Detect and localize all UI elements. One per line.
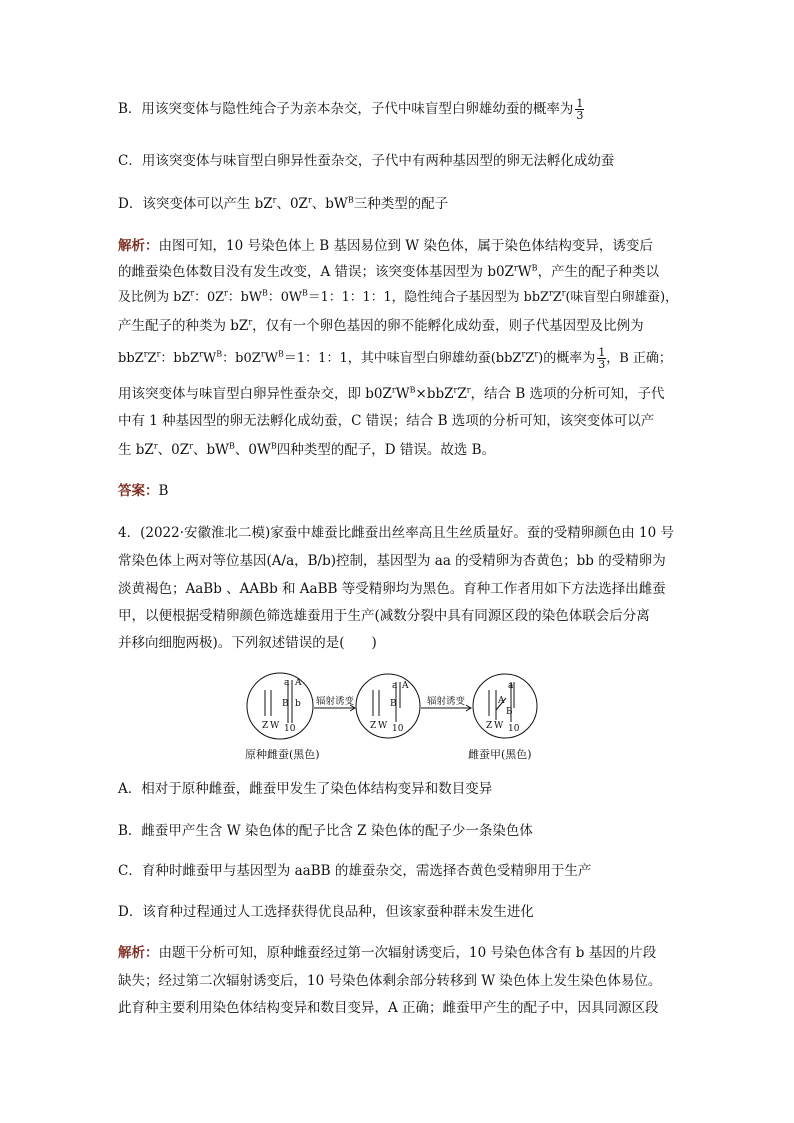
q4-analysis-line-1: 解析：由题干分析可知，原种雌蚕经过第一次辐射诱变后，10 号染色体含有 b 基因的片段	[118, 945, 657, 961]
original-cell-circle	[247, 673, 313, 739]
arrow-label-2: 辐射诱变	[427, 696, 466, 707]
q4-stem-line-4: 甲，以便根据受精卵颜色筛选雄蚕用于生产(减数分裂中具有同源区段的染色体联会后分离	[118, 608, 650, 624]
svg-text:10: 10	[392, 724, 404, 734]
svg-text:a: a	[508, 681, 514, 691]
q3-option-d: D．该突变体可以产生 $bZ^r$、$0Z^r$、$bW^B$三种类型的配子	[118, 195, 449, 212]
q4-option-d: D．该育种过程通过人工选择获得优良品种，但该家蚕种群未发生进化	[118, 904, 534, 920]
q4-analysis-line-3: 此育种主要利用染色体结构变异和数目变异，A 正确；雌蚕甲产生的配子中，因具同源区段	[118, 1000, 659, 1016]
q3-answer	[118, 482, 168, 500]
svg-text:B: B	[506, 707, 513, 717]
q3-analysis-line-2: 的雌蚕染色体数目没有发生改变，A 错误；该突变体基因型为 $b0Z^rW^B$，产生的配子种类以	[118, 263, 660, 280]
arrow-label-1: 辐射诱变	[316, 696, 355, 707]
caption-original: 原种雌蚕(黑色)	[245, 748, 320, 761]
answer-label: 答案：	[118, 483, 159, 499]
svg-text:Z: Z	[262, 721, 269, 731]
analysis-label: 解析：	[118, 945, 159, 961]
svg-text:A: A	[295, 678, 302, 688]
svg-text:b: b	[295, 699, 301, 709]
svg-text:Z: Z	[370, 721, 377, 731]
q4-stem-line-1: 4．(2022·安徽淮北二模)家蚕中雄蚕比雌蚕出丝率高且生丝质量好。蚕的受精卵颜色由 10 号	[118, 525, 675, 541]
q3-analysis-line-7: 中有 1 种基因型的卵无法孵化成幼蚕，C 错误；结合 B 选项的分析可知，该突变体可以产	[118, 413, 655, 429]
svg-text:B: B	[390, 699, 397, 709]
answer-value: B	[158, 483, 169, 499]
q4-option-c: C．育种时雌蚕甲与基因型为 aaBB 的雄蚕杂交，需选择杏黄色受精卵用于生产	[118, 863, 592, 879]
svg-text:A: A	[498, 696, 505, 706]
mutant-cell-circle	[473, 674, 537, 738]
svg-text:Z: Z	[486, 721, 493, 731]
svg-text:W: W	[378, 721, 388, 731]
q4-option-a: A．相对于原种雌蚕，雌蚕甲发生了染色体结构变异和数目变异	[118, 781, 493, 797]
svg-text:W: W	[494, 721, 504, 731]
caption-mutant: 雌蚕甲(黑色)	[468, 748, 532, 761]
q3-analysis-line-3: 及比例为 $bZ^r$：$0Z^r$：$bW^B$：$0W^B=1$：1：1：1，隐性纯合子基因型为 $bbZ^rZ^r$(味盲型白卵雄蚕)，	[118, 288, 678, 305]
svg-text:a: a	[392, 681, 398, 691]
q4-stem-line-2: 常染色体上两对等位基因(A/a，B/b)控制，基因型为 aa 的受精卵为杏黄色；bb 的受精卵为	[118, 553, 666, 569]
svg-text:A: A	[402, 681, 409, 691]
svg-text:W: W	[270, 721, 280, 731]
chromosome-mutation-diagram	[240, 668, 555, 768]
q4-stem-line-3: 淡黄褐色；AaBb 、AABb 和 AaBB 等受精卵均为黑色。育种工作者用如下方法选择出雌蚕	[118, 581, 666, 597]
fraction: $\frac{1}{3}$	[576, 97, 584, 122]
q3-option-b: B．用该突变体与隐性纯合子为亲本杂交，子代中味盲型白卵雄幼蚕的概率为 $\frac{1}{3}$	[118, 97, 584, 122]
q3-analysis-line-4: 产生配子的种类为 $bZ^r$，仅有一个卵色基因的卵不能孵化成幼蚕，则子代基因型及比例为	[118, 317, 644, 334]
svg-text:10: 10	[284, 724, 296, 734]
q3-option-c: C．用该突变体与味盲型白卵异性蚕杂交，子代中有两种基因型的卵无法孵化成幼蚕	[118, 153, 615, 169]
q3-analysis-line-5: $bbZ^rZ^r$：$bbZ^rW^B$：$b0Z^rW^B=1$：1：1，其中味盲型白卵雄幼蚕$(bbZ^rZ^r)$的概率为 $\frac{1}{3}$ ，B 正确；	[118, 346, 672, 371]
svg-text:a: a	[284, 678, 290, 688]
q3-analysis-line-8: 生 $bZ^r$、$0Z^r$、$bW^B$、$0W^B$四种类型的配子，D 错误。故选 B。	[118, 441, 496, 458]
analysis-label: 解析：	[118, 238, 159, 254]
intermediate-cell-circle	[356, 674, 420, 738]
q4-stem-line-5: 并移向细胞两极)。下列叙述错误的是( )	[118, 635, 377, 651]
q4-analysis-line-2: 缺失；经过第二次辐射诱变后，10 号染色体剩余部分转移到 W 染色体上发生染色体易位。	[118, 973, 662, 989]
svg-text:10: 10	[508, 724, 520, 734]
fraction: $\frac{1}{3}$	[598, 346, 606, 371]
q3-analysis-line-6: 用该突变体与味盲型白卵异性蚕杂交，即 $b0Z^rW^B\times bbZ^rZ^r$，结合 B 选项的分析可知，子代	[118, 385, 665, 402]
svg-text:B: B	[282, 699, 289, 709]
q3-analysis-line-1: 解析：由图可知，10 号染色体上 B 基因易位到 W 染色体，属于染色体结构变异，诱变后	[118, 238, 653, 254]
q4-option-b: B．雌蚕甲产生含 W 染色体的配子比含 Z 染色体的配子少一条染色体	[118, 823, 533, 839]
